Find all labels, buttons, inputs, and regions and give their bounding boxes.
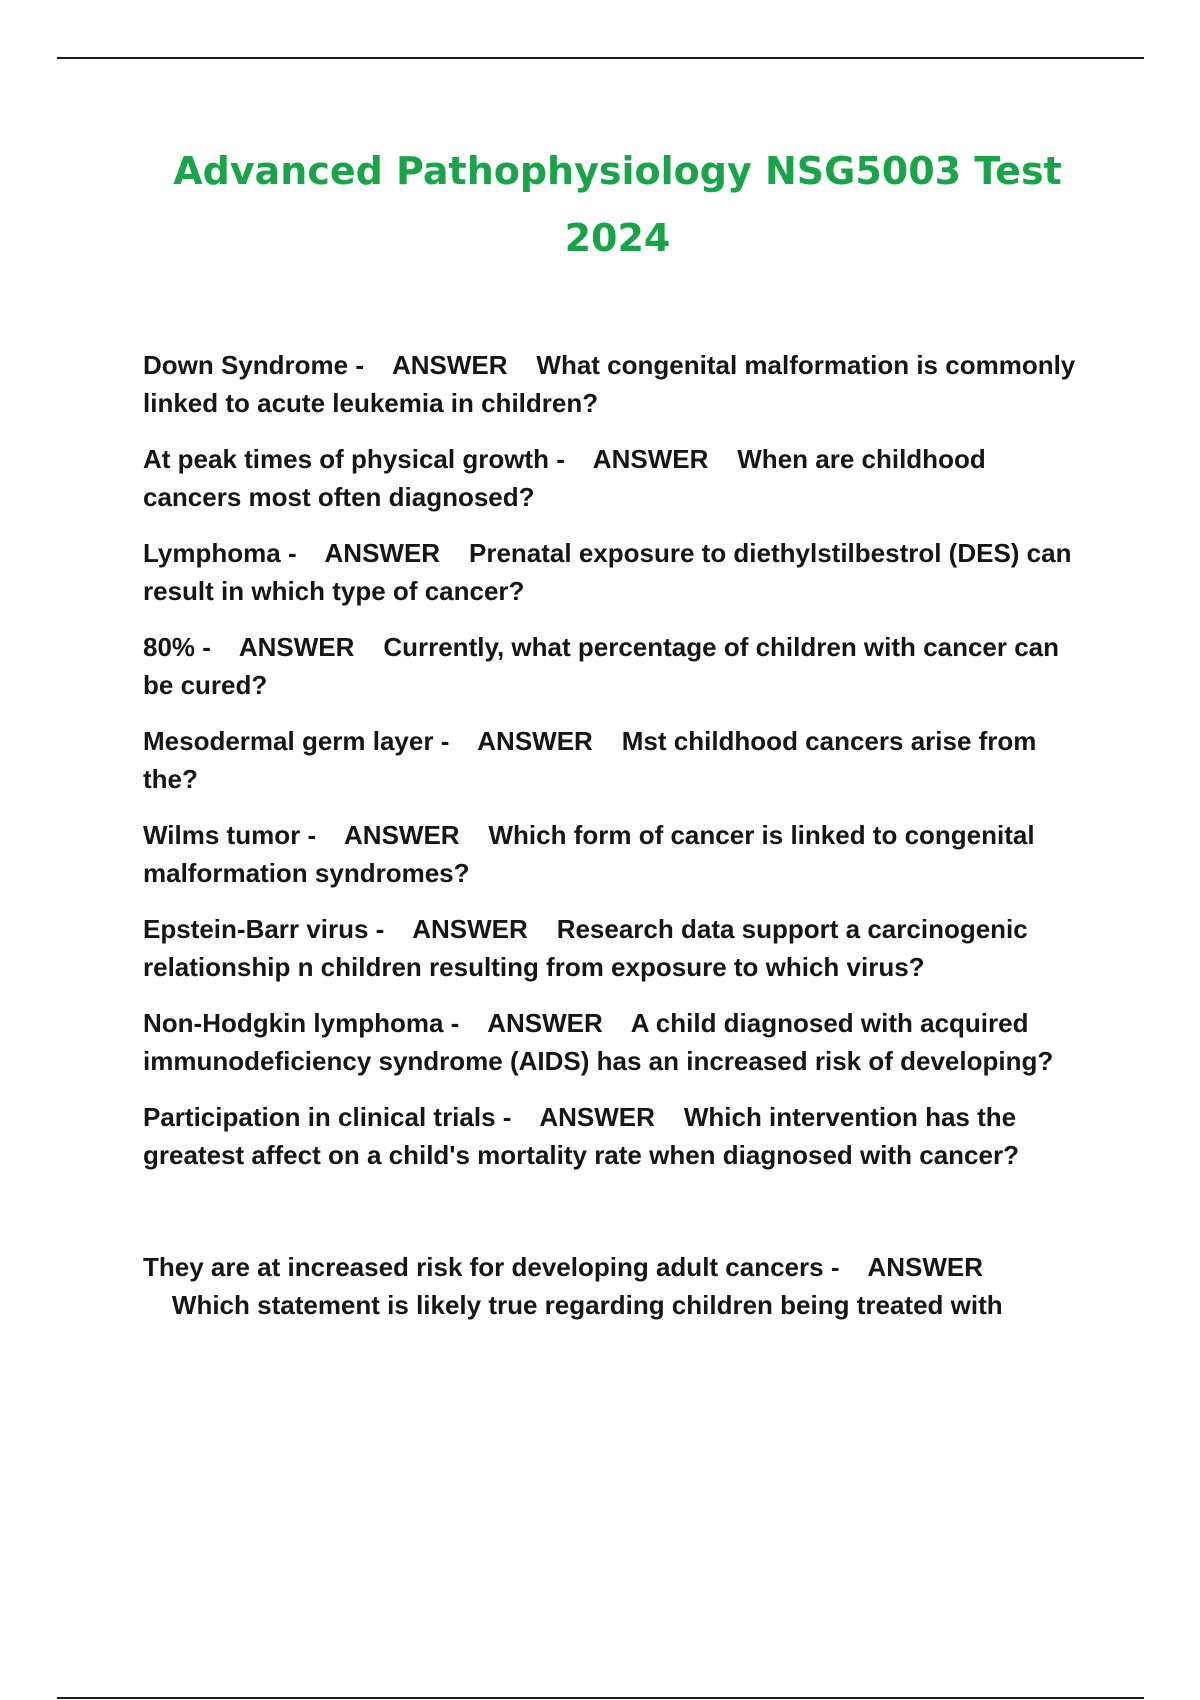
qa-question: Currently, what percentage of children with cancer can be cured? (143, 632, 1060, 700)
qa-item: Non-Hodgkin lymphoma - ANSWER A child diagnosed with acquired immunodeficiency syndrome (AIDS) has an increased risk of developing? (143, 1008, 1054, 1076)
qa-item: At peak times of physical growth - ANSWER When are childhood cancers most often diagnosed? (143, 444, 986, 512)
qa-item: Down Syndrome - ANSWER What congenital malformation is commonly linked to acute leukemia in children? (143, 350, 1076, 418)
document-title-line-2: 2024 (564, 216, 671, 260)
qa-question: When are childhood cancers most often diagnosed? (143, 444, 986, 512)
qa-answer: They are at increased risk for developing adult cancers (143, 1252, 824, 1282)
qa-question: What congenital malformation is commonly linked to acute leukemia in children? (143, 350, 1076, 418)
answer-marker: ANSWER (867, 1252, 983, 1282)
answer-marker: ANSWER (539, 1102, 655, 1132)
qa-list (143, 346, 1083, 1342)
document-title (100, 138, 1135, 272)
qa-item: They are at increased risk for developing adult cancers - ANSWER Which statement is likely true regarding children being treated with (143, 1252, 1003, 1320)
qa-answer: Mesodermal germ layer (143, 726, 434, 756)
qa-item: Wilms tumor - ANSWER Which form of cancer is linked to congenital malformation syndromes? (143, 820, 1035, 888)
qa-item: Lymphoma - ANSWER Prenatal exposure to diethylstilbestrol (DES) can result in which type of cancer? (143, 538, 1072, 606)
qa-question: Research data support a carcinogenic relationship n children resulting from exposure to which virus? (143, 914, 1028, 982)
qa-item: Mesodermal germ layer - ANSWER Mst childhood cancers arise from the? (143, 726, 1037, 794)
answer-marker: ANSWER (324, 538, 441, 568)
qa-answer: At peak times of physical growth (143, 444, 549, 474)
answer-marker: ANSWER (391, 350, 508, 380)
bottom-rule (57, 1697, 1144, 1699)
top-rule (57, 57, 1144, 59)
answer-marker: ANSWER (487, 1008, 603, 1038)
qa-answer: Down Syndrome (143, 350, 349, 380)
qa-item: 80% - ANSWER Currently, what percentage of children with cancer can be cured? (143, 632, 1060, 700)
qa-answer: Epstein-Barr virus (143, 914, 369, 944)
qa-item: Epstein-Barr virus - ANSWER Research data support a carcinogenic relationship n children resulting from exposure to which virus? (143, 914, 1028, 982)
answer-marker: ANSWER (592, 444, 709, 474)
qa-question: Which form of cancer is linked to congenital malformation syndromes? (143, 820, 1035, 888)
qa-item: Participation in clinical trials - ANSWER Which intervention has the greatest affect on a child's mortality rate when diagnosed with cancer? (143, 1102, 1019, 1170)
answer-marker: ANSWER (238, 632, 355, 662)
qa-question: Which intervention has the greatest affect on a child's mortality rate when diagnosed with cancer? (143, 1102, 1019, 1170)
qa-answer: Participation in clinical trials (143, 1102, 496, 1132)
qa-answer: Non-Hodgkin lymphoma (143, 1008, 444, 1038)
answer-marker: ANSWER (344, 820, 460, 850)
answer-marker: ANSWER (477, 726, 593, 756)
qa-answer: 80% (143, 632, 196, 662)
qa-question: Prenatal exposure to diethylstilbestrol (DES) can result in which type of cancer? (143, 538, 1072, 606)
qa-question: A child diagnosed with acquired immunodeficiency syndrome (AIDS) has an increased risk of developing? (143, 1008, 1054, 1076)
document-title-line-1: Advanced Pathophysiology NSG5003 Test (173, 149, 1062, 193)
qa-answer: Lymphoma (143, 538, 281, 568)
qa-question: Which statement is likely true regarding children being treated with (171, 1290, 1003, 1320)
title-block (100, 138, 1135, 272)
qa-question: Mst childhood cancers arise from the? (143, 726, 1037, 794)
qa-answer: Wilms tumor (143, 820, 301, 850)
answer-marker: ANSWER (412, 914, 528, 944)
